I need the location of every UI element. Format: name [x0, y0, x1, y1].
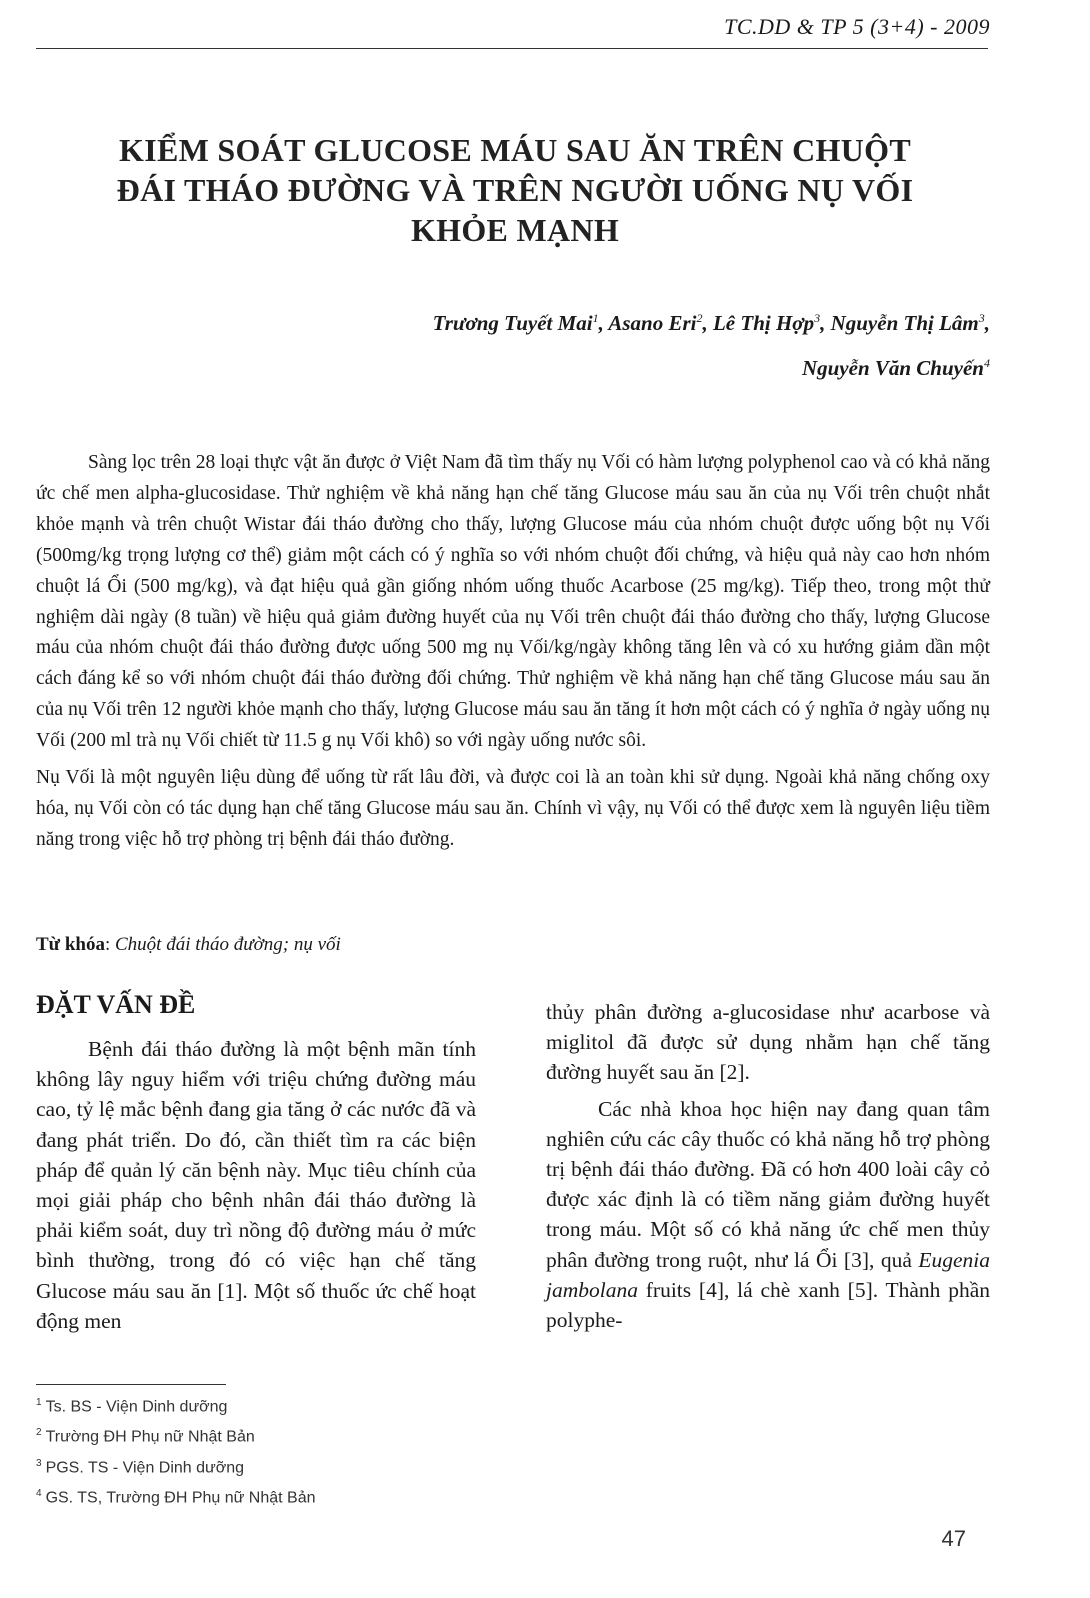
author-separator: ,: [984, 311, 990, 335]
author-name: Lê Thị Hợp: [712, 311, 815, 335]
body-text: fruits [4], lá chè xanh [5]. Thành phần polyphe-: [546, 1277, 990, 1333]
header-rule: [36, 48, 988, 49]
section-heading: ĐẶT VẤN ĐỀ: [36, 990, 196, 1019]
author-affiliation-mark: 3: [978, 311, 985, 325]
author-separator: ,: [820, 311, 831, 335]
author-affiliation-mark: 2: [696, 311, 703, 325]
footnote: [36, 1481, 316, 1511]
footnote: [36, 1451, 316, 1481]
page-number: 47: [941, 1526, 966, 1551]
article-title: [40, 130, 990, 250]
body-paragraph: Bệnh đái tháo đường là một bệnh mãn tính không lây nguy hiểm với triệu chứng đường máu cao, tỷ lệ mắc bệnh đang gia tăng ở các nước đã và đang phát triển. Do đó, cần thiết tìm ra các biện pháp để quản lý căn bệnh này. Mục tiêu chính của mọi giải pháp cho bệnh nhân đái tháo đường là phải kiểm soát, duy trì nồng độ đường máu ở mức bình thường, trong đó có việc hạn chế tăng Glucose máu sau ăn [1]. Một số thuốc ức chế hoạt động men: [36, 1037, 476, 1333]
keywords-colon: :: [104, 934, 115, 955]
title-line-3: KHỎE MẠNH: [410, 212, 620, 248]
footnote-mark: 1: [36, 1397, 42, 1408]
author-separator: ,: [702, 311, 713, 335]
author-separator: ,: [598, 311, 609, 335]
abstract-paragraph: Nụ Vối là một nguyên liệu dùng để uống từ rất lâu đời, và được coi là an toàn khi sử dụng. Ngoài khả năng chống oxy hóa, nụ Vối còn có tác dụng hạn chế tăng Glucose máu sau ăn. Chính vì vậy, nụ Vối có thể được xem là nguyên liệu tiềm năng trong việc hỗ trợ phòng trị bệnh đái tháo đường.: [36, 767, 990, 850]
body-text: Các nhà khoa học hiện nay đang quan tâm nghiên cứu các cây thuốc có khả năng hỗ trợ phòng trị bệnh đái tháo đường. Đã có hơn 400 loài cây cỏ được xác định là có tiềm năng giảm đường huyết trong máu. Một số có khả năng ức chế men thủy phân đường trong ruột, như lá Ổi [3], quả: [546, 1096, 990, 1272]
body-column-left: [36, 1034, 476, 1336]
author-affiliation-mark: 4: [984, 356, 990, 370]
footnote-mark: 2: [36, 1427, 42, 1439]
footnote-text: Trường ĐH Phụ nữ Nhật Bản: [45, 1428, 255, 1446]
footnote: [36, 1420, 316, 1450]
body-paragraph: thủy phân đường a-glucosidase như acarbose và miglitol đã được sử dụng nhằm hạn chế tăng đường huyết sau ăn [2].: [546, 1000, 990, 1085]
keywords: [36, 934, 341, 956]
author-affiliation-mark: 3: [814, 311, 821, 325]
author-name: Trương Tuyết Mai: [432, 311, 593, 335]
footnote-mark: 4: [36, 1487, 42, 1499]
footnote-mark: 3: [36, 1457, 42, 1469]
abstract: [36, 448, 990, 856]
footnotes: [36, 1390, 316, 1511]
title-line-1: KIỂM SOÁT GLUCOSE MÁU SAU ĂN TRÊN CHUỘT: [119, 132, 911, 168]
species-name: Eugenia jambolana: [546, 1247, 990, 1302]
footnote: [36, 1390, 316, 1420]
author-affiliation-mark: 1: [592, 311, 599, 325]
title-line-2: ĐÁI THÁO ĐƯỜNG VÀ TRÊN NGƯỜI UỐNG NỤ VỐI: [116, 172, 914, 208]
footnote-text: Ts. BS - Viện Dinh dưỡng: [45, 1398, 228, 1416]
footnote-text: GS. TS, Trường ĐH Phụ nữ Nhật Bản: [45, 1489, 316, 1507]
abstract-paragraph: Sàng lọc trên 28 loại thực vật ăn được ở Việt Nam đã tìm thấy nụ Vối có hàm lượng polyphenol cao và có khả năng ức chế men alpha-glucosidase. Thử nghiệm về khả năng hạn chế tăng Glucose máu sau ăn của nụ Vối trên chuột nhắt khỏe mạnh và trên chuột Wistar đái tháo đường cho thấy, lượng Glucose máu của nhóm chuột được uống bột nụ Vối (500mg/kg trọng lượng cơ thể) giảm một cách có ý nghĩa so với nhóm chuột đối chứng, và hiệu quả này cao hơn nhóm chuột lá Ổi (500 mg/kg), và đạt hiệu quả gần giống nhóm uống thuốc Acarbose (25 mg/kg). Tiếp theo, trong một thử nghiệm dài ngày (8 tuần) về hiệu quả giảm đường huyết của nụ Vối trên chuột đái tháo đường cho thấy, lượng Glucose máu của nhóm chuột đái tháo đường được uống 500 mg nụ Vối/kg/ngày không tăng lên và có xu hướng giảm dần một cách đáng kể so với nhóm chuột đái tháo đường đối chứng. Thử nghiệm về khả năng hạn chế tăng Glucose máu sau ăn của nụ Vối trên 12 người khỏe mạnh cho thấy, lượng Glucose máu sau ăn tăng ít hơn một cách có ý nghĩa ở ngày uống nụ Vối (200 ml trà nụ Vối chiết từ 11.5 g nụ Vối khô) so với ngày uống nước sôi.: [36, 452, 990, 752]
keywords-label: Từ khóa: [36, 934, 105, 955]
keywords-value: Chuột đái tháo đường; nụ vối: [115, 934, 341, 955]
body-paragraph: [546, 1094, 990, 1336]
journal-header: TC.DD & TP 5 (3+4) - 2009: [724, 14, 990, 39]
body-column-right: [546, 997, 990, 1335]
footnote-rule: [36, 1384, 226, 1385]
author-name: Nguyễn Thị Lâm: [830, 311, 979, 335]
author-name: Asano Eri: [608, 311, 697, 335]
author-name: Nguyễn Văn Chuyến: [801, 356, 984, 380]
footnote-text: PGS. TS - Viện Dinh dưỡng: [45, 1458, 245, 1476]
author-list: [230, 298, 990, 388]
